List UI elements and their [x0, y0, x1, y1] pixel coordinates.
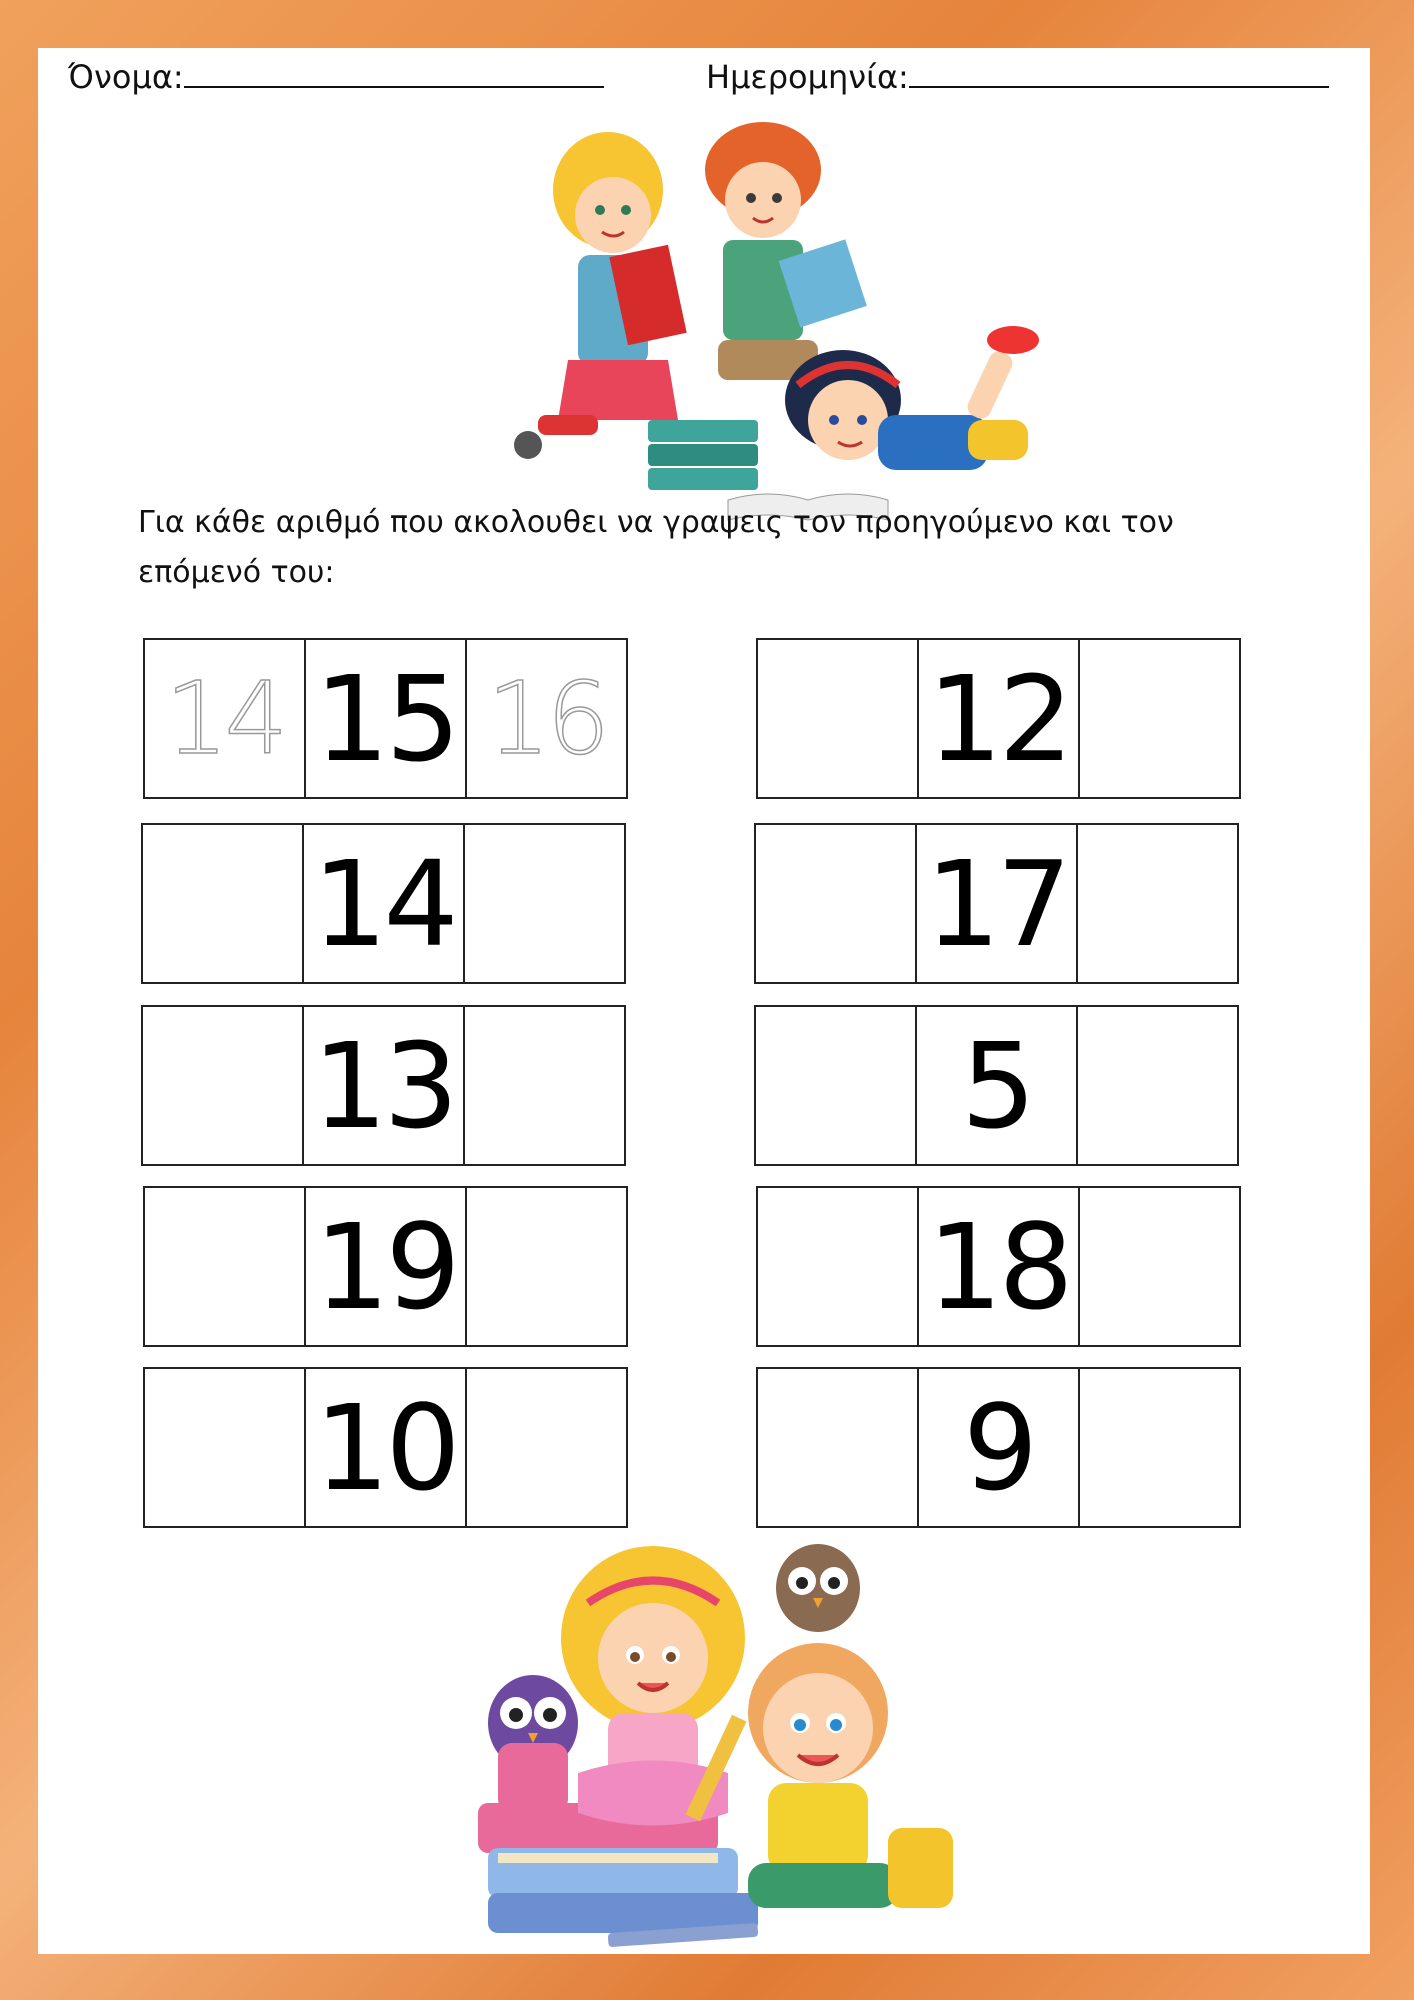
given-number: 13 — [302, 1005, 465, 1166]
given-number: 9 — [917, 1367, 1080, 1528]
next-number-box[interactable] — [463, 823, 626, 984]
given-number: 10 — [304, 1367, 467, 1528]
next-number-box[interactable] — [1078, 1186, 1241, 1347]
given-number: 14 — [302, 823, 465, 984]
date-label: Ημερομηνία: — [706, 58, 909, 96]
next-number-box[interactable] — [1076, 1005, 1239, 1166]
previous-number-box[interactable] — [143, 1367, 306, 1528]
blonde-boy — [748, 1643, 898, 1908]
previous-number-box[interactable] — [143, 1186, 306, 1347]
date-line[interactable] — [909, 56, 1329, 88]
next-number-box[interactable] — [463, 1005, 626, 1166]
number-row — [754, 1005, 1239, 1166]
previous-number-box[interactable] — [756, 1186, 919, 1347]
worksheet — [38, 48, 1370, 1954]
blonde-girl — [514, 132, 687, 459]
number-row — [143, 1367, 628, 1528]
next-number-box[interactable] — [465, 1186, 628, 1347]
yellow-backpack — [888, 1828, 953, 1908]
brown-owl — [776, 1544, 860, 1632]
number-row — [756, 1186, 1241, 1347]
number-row — [756, 1367, 1241, 1528]
name-line[interactable] — [184, 56, 604, 88]
instructions-text: Για κάθε αριθμό που ακολουθει να γραψεις τον προηγούμενο και τον επόμενό του: — [138, 505, 1174, 590]
given-number: 5 — [915, 1005, 1078, 1166]
children-reading-illustration — [498, 120, 1058, 530]
redhead-boy — [705, 122, 867, 380]
next-number-box[interactable]: 16 — [465, 638, 628, 799]
dark-hair-girl — [785, 326, 1039, 470]
number-row — [143, 638, 628, 799]
next-number-box[interactable] — [465, 1367, 628, 1528]
previous-number-box[interactable] — [754, 1005, 917, 1166]
name-label: Όνομα: — [68, 58, 184, 96]
name-field[interactable] — [68, 56, 604, 96]
kids-with-owls-illustration — [458, 1543, 1018, 1953]
previous-number-box[interactable] — [754, 823, 917, 984]
given-number: 12 — [917, 638, 1080, 799]
previous-number-box[interactable] — [756, 1367, 919, 1528]
number-row — [141, 1005, 626, 1166]
number-row — [141, 823, 626, 984]
given-number: 15 — [304, 638, 467, 799]
date-field[interactable] — [706, 56, 1329, 96]
given-number: 19 — [304, 1186, 467, 1347]
given-number: 17 — [915, 823, 1078, 984]
number-row — [754, 823, 1239, 984]
number-row — [143, 1186, 628, 1347]
given-number: 18 — [917, 1186, 1080, 1347]
previous-number-box[interactable] — [756, 638, 919, 799]
curly-blonde-girl — [561, 1546, 746, 1826]
previous-number-box[interactable] — [141, 1005, 304, 1166]
next-number-box[interactable] — [1078, 1367, 1241, 1528]
header — [38, 52, 1370, 112]
next-number-box[interactable] — [1078, 638, 1241, 799]
pink-backpack — [498, 1743, 568, 1813]
previous-number-box[interactable]: 14 — [143, 638, 306, 799]
number-row — [756, 638, 1241, 799]
next-number-box[interactable] — [1076, 823, 1239, 984]
previous-number-box[interactable] — [141, 823, 304, 984]
